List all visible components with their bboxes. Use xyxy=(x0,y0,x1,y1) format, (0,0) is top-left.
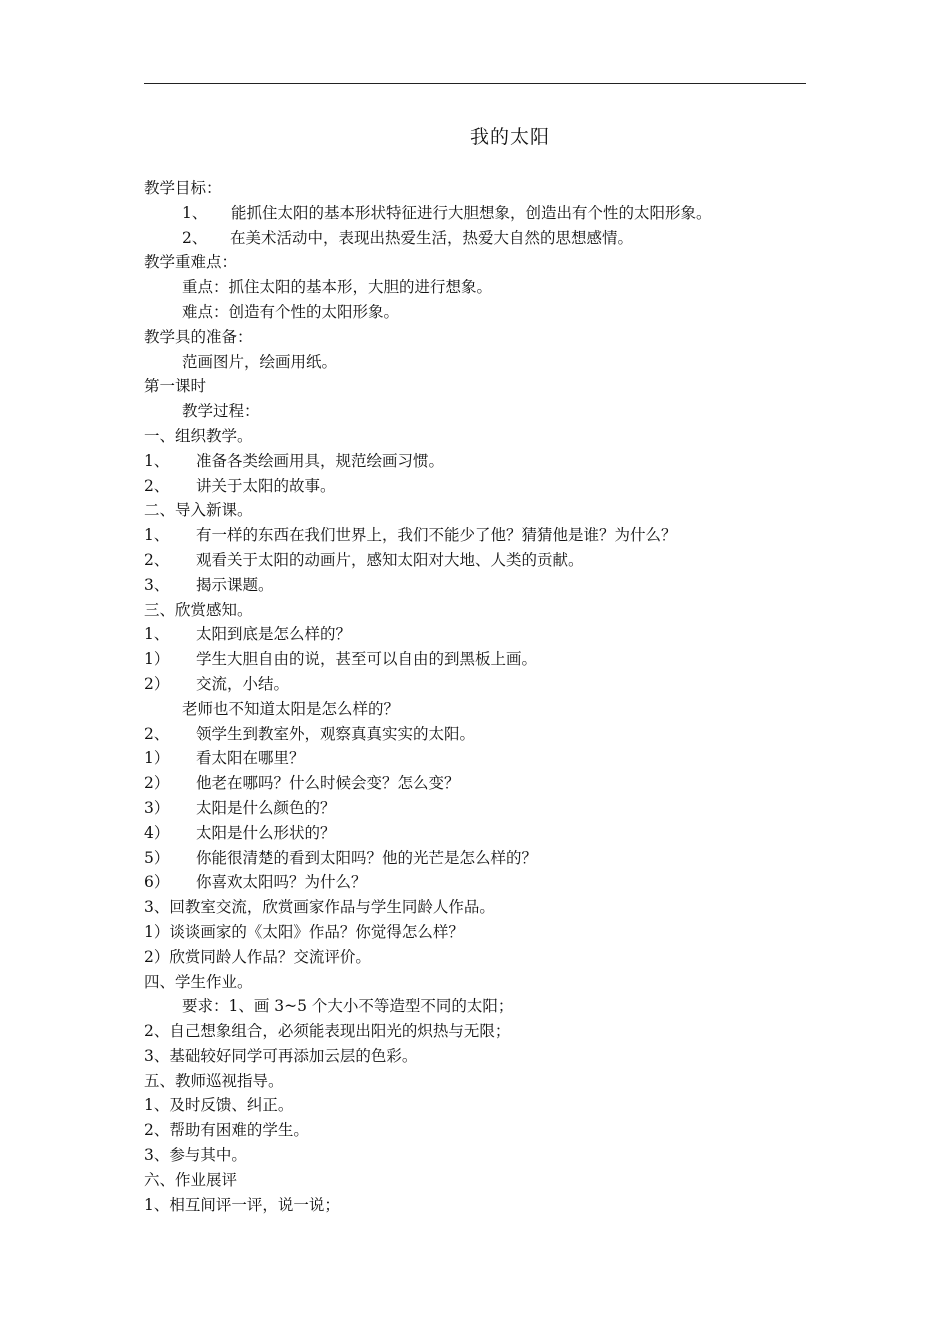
part-heading: 三、欣赏感知。 xyxy=(144,600,253,619)
list-text: 准备各类绘画用具，规范绘画习惯。 xyxy=(196,451,445,470)
list-item: 3、基础较好同学可再添加云层的色彩。 xyxy=(144,1046,418,1065)
list-number: 1、 xyxy=(182,203,208,222)
goals-heading: 教学目标： xyxy=(144,179,222,197)
note-text: 老师也不知道太阳是怎么样的？ xyxy=(182,699,400,718)
list-item xyxy=(144,846,824,871)
list-text: 领学生到教室外，观察真真实实的太阳。 xyxy=(196,724,476,743)
list-number: 2、 xyxy=(144,550,170,569)
difficulty-heading: 教学重难点： xyxy=(144,253,238,272)
list-item xyxy=(144,796,824,821)
list-text: 他老在哪吗？什么时候会变？怎么变？ xyxy=(196,774,460,793)
lesson-heading: 第一课时 xyxy=(144,377,207,396)
list-text: 揭示课题。 xyxy=(196,575,274,594)
part-heading: 一、组织教学。 xyxy=(144,426,253,445)
list-text: 你能很清楚的看到太阳吗？他的光芒是怎么样的？ xyxy=(196,848,538,867)
list-item: 2、自己想象组合，必须能表现出阳光的炽热与无限； xyxy=(144,1022,511,1041)
requirement-text: 要求：1、画 3~5 个大小不等造型不同的太阳； xyxy=(182,997,514,1016)
part-heading: 六、作业展评 xyxy=(144,1170,238,1189)
list-number: 1、 xyxy=(144,451,170,470)
list-item xyxy=(144,722,824,747)
list-number: 4） xyxy=(144,823,170,842)
document-title: 我的太阳 xyxy=(469,126,550,148)
list-text: 交流，小结。 xyxy=(196,674,290,693)
tools-text: 范画图片，绘画用纸。 xyxy=(182,352,338,371)
hard-point: 难点：创造有个性的太阳形象。 xyxy=(182,302,400,321)
list-number: 1） xyxy=(144,749,170,768)
list-text: 太阳到底是怎么样的？ xyxy=(196,625,352,644)
list-text: 能抓住太阳的基本形状特征进行大胆想象，创造出有个性的太阳形象。 xyxy=(231,203,712,222)
list-number: 2） xyxy=(144,774,170,793)
list-item xyxy=(144,474,824,499)
list-text: 有一样的东西在我们世界上，我们不能少了他？猜猜他是谁？为什么？ xyxy=(196,526,677,545)
list-item: 3、参与其中。 xyxy=(144,1146,247,1165)
part-heading: 五、教师巡视指导。 xyxy=(144,1071,284,1090)
list-item xyxy=(144,647,824,672)
list-item: 1、及时反馈、纠正。 xyxy=(144,1096,294,1115)
tools-heading: 教学具的准备： xyxy=(144,327,253,346)
list-number: 5） xyxy=(144,848,170,867)
list-number: 3、 xyxy=(144,575,170,594)
list-item xyxy=(144,771,824,796)
list-number: 3） xyxy=(144,798,170,817)
list-number: 2、 xyxy=(182,228,208,247)
list-text: 观看关于太阳的动画片，感知太阳对大地、人类的贡献。 xyxy=(196,550,584,569)
list-item: 1、相互间评一评，说一说； xyxy=(144,1195,340,1214)
list-number: 1） xyxy=(144,650,170,669)
list-item: 2）欣赏同龄人作品？交流评价。 xyxy=(144,947,371,966)
list-item xyxy=(144,573,824,598)
list-text: 讲关于太阳的故事。 xyxy=(196,476,336,495)
part-heading: 二、导入新课。 xyxy=(144,501,253,520)
list-number: 1、 xyxy=(144,625,170,644)
list-item: 3、回教室交流，欣赏画家作品与学生同龄人作品。 xyxy=(144,898,495,917)
key-point: 重点：抓住太阳的基本形，大胆的进行想象。 xyxy=(182,278,493,297)
list-text: 太阳是什么颜色的？ xyxy=(196,798,336,817)
list-text: 学生大胆自由的说，甚至可以自由的到黑板上画。 xyxy=(196,650,538,669)
list-item xyxy=(144,870,824,895)
list-item: 1）谈谈画家的《太阳》作品？你觉得怎么样？ xyxy=(144,922,464,941)
list-number: 2） xyxy=(144,674,170,693)
list-number: 2、 xyxy=(144,476,170,495)
header-rule xyxy=(144,83,806,84)
goal-item xyxy=(144,226,824,251)
list-number: 6） xyxy=(144,873,170,892)
list-text: 看太阳在哪里？ xyxy=(196,749,305,768)
list-number: 1、 xyxy=(144,526,170,545)
list-item xyxy=(144,523,824,548)
list-item xyxy=(144,821,824,846)
list-text: 你喜欢太阳吗？为什么？ xyxy=(196,873,367,892)
list-item xyxy=(144,746,824,771)
part-heading: 四、学生作业。 xyxy=(144,972,253,991)
list-number: 2、 xyxy=(144,724,170,743)
goal-item xyxy=(144,201,824,226)
list-text: 太阳是什么形状的？ xyxy=(196,823,336,842)
list-item xyxy=(144,672,824,697)
list-item xyxy=(144,449,824,474)
list-text: 在美术活动中，表现出热爱生活，热爱大自然的思想感情。 xyxy=(230,228,634,247)
document-body xyxy=(144,176,824,1217)
list-item xyxy=(144,622,824,647)
process-heading: 教学过程： xyxy=(182,402,260,421)
list-item: 2、帮助有困难的学生。 xyxy=(144,1121,309,1140)
list-item xyxy=(144,548,824,573)
